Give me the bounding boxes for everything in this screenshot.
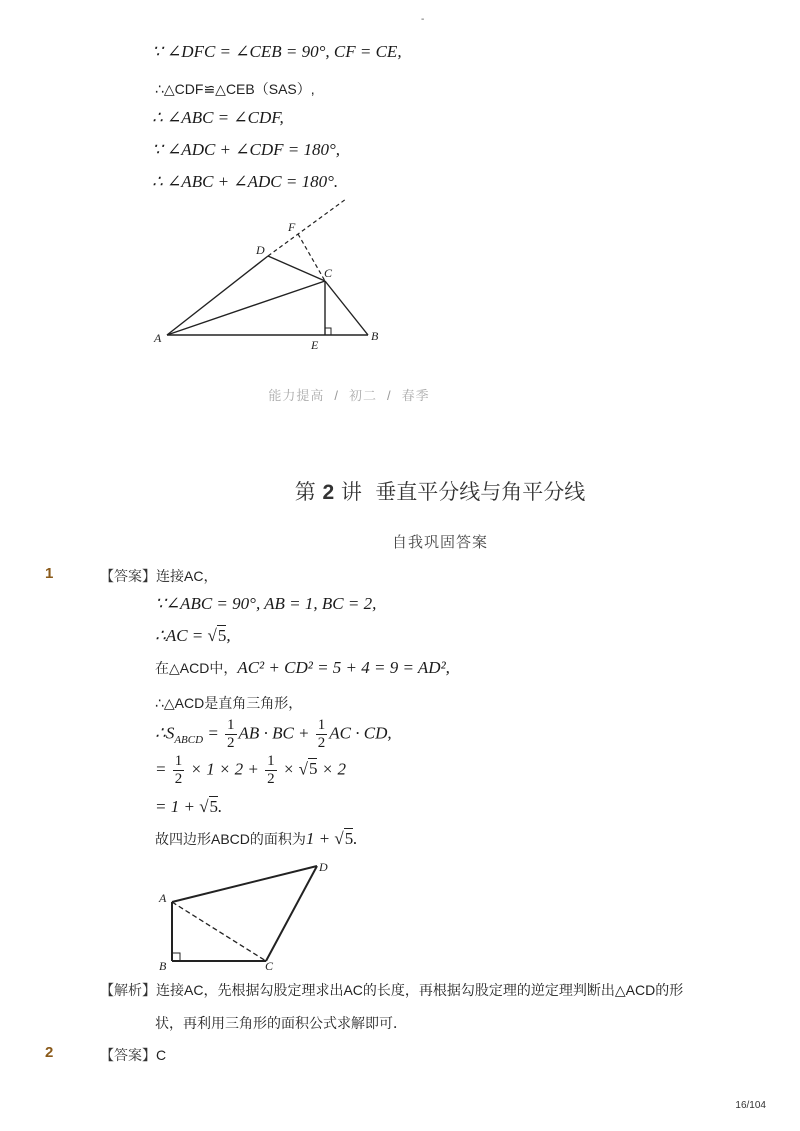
label-C: C [265, 959, 274, 973]
label-B: B [371, 329, 379, 343]
sqrt-icon: √ [207, 626, 217, 645]
area-subscript: ABCD [174, 733, 204, 746]
segment-CB [325, 281, 368, 335]
radicand: 5 [344, 829, 354, 848]
conclusion-math [306, 828, 358, 848]
proof-line-3: ∴ ∠ABC = ∠CDF, [152, 108, 284, 127]
answer-tag: 【答案】 [100, 1047, 156, 1063]
conclusion-text: 故四边形ABCD的面积为 [155, 831, 306, 847]
q1-analysis-row [100, 980, 683, 1000]
proof-line-4: ∵ ∠ADC + ∠CDF = 180°, [152, 140, 341, 159]
segment-AC [167, 281, 325, 335]
q1-area-result [155, 797, 222, 817]
section-title: 自我巩固答案 [391, 533, 488, 551]
substitution-term-3: × 2 [317, 759, 346, 779]
q1-line-3-prefix: 在△ACD中， [155, 660, 238, 676]
dashed-extension-DF [268, 199, 346, 256]
breadcrumb [0, 385, 698, 404]
equals: = [155, 759, 171, 779]
substitution-term-2: × [278, 759, 299, 779]
lecture-number: 2 [322, 481, 335, 504]
lecture-suffix: 讲 [340, 480, 362, 504]
proof-line-1: ∵ ∠DFC = ∠CEB = 90°, CF = CE, [152, 42, 402, 61]
q1-line-2 [155, 626, 231, 646]
breadcrumb-separator: / [387, 388, 392, 403]
radicand: 5 [217, 626, 227, 645]
lecture-title [0, 476, 800, 506]
q1-area-formula [155, 718, 392, 751]
fraction-numerator: 1 [317, 717, 326, 733]
label-A: A [154, 331, 162, 345]
label-A: A [159, 891, 167, 905]
question-number-2: 2 [45, 1044, 54, 1061]
answer-intro: 连接AC， [156, 568, 218, 584]
answer-tag: 【答案】 [100, 568, 156, 584]
fraction-half [173, 754, 185, 787]
lecture-topic: 垂直平分线与角平分线 [375, 480, 586, 504]
area-symbol: ∴S [155, 723, 175, 743]
substitution-term-1: × 1 × 2 + [186, 759, 264, 779]
fraction-numerator: 1 [227, 717, 235, 733]
question-number-1: 1 [45, 565, 54, 582]
q1-answer-row [100, 566, 217, 586]
fraction-half [225, 718, 237, 751]
area-term-1: AB · BC + [238, 723, 314, 743]
segment-DC [268, 256, 325, 281]
q2-answer: C [156, 1047, 167, 1063]
analysis-line-2: 状，再利用三角形的面积公式求解即可． [155, 1015, 407, 1031]
sqrt-icon: √ [298, 759, 308, 779]
fraction-denominator: 2 [267, 771, 275, 787]
lecture-prefix: 第 [294, 480, 316, 504]
analysis-line-1: 连接AC，先根据勾股定理求出AC的长度，再根据勾股定理的逆定理判断出△ACD的形 [156, 982, 684, 998]
geometry-figure-abcd [155, 857, 345, 973]
fraction-half [316, 718, 328, 751]
q1-line-1: ∵∠ABC = 90°, AB = 1, BC = 2, [155, 594, 377, 613]
fraction-denominator: 2 [227, 735, 235, 751]
breadcrumb-level3: 春季 [401, 388, 430, 403]
q1-line-4: ∴△ACD是直角三角形， [155, 695, 303, 711]
q1-line-2-suffix: , [226, 626, 231, 645]
proof-line-2: ∴△CDF≌△CEB（SAS）, [155, 81, 315, 97]
page-number: 16/104 [735, 1100, 766, 1111]
label-D: D [256, 243, 265, 257]
q2-answer-row [100, 1045, 166, 1065]
breadcrumb-level2: 初二 [348, 388, 377, 403]
analysis-tag: 【解析】 [100, 982, 156, 998]
fraction-numerator: 1 [267, 753, 275, 769]
fraction-denominator: 2 [174, 771, 183, 787]
fraction-numerator: 1 [174, 753, 183, 769]
label-F: F [288, 220, 296, 234]
equals: = [203, 723, 224, 743]
q1-line-3-math: AC² + CD² = 5 + 4 = 9 = AD², [237, 658, 450, 677]
q1-area-substitution [155, 754, 346, 787]
segment-CD [266, 866, 317, 961]
breadcrumb-level1: 能力提高 [268, 388, 325, 403]
radicand: 5 [308, 759, 318, 779]
q1-conclusion [155, 829, 357, 849]
segment-AD [167, 256, 268, 335]
radicand: 5 [209, 797, 219, 816]
dashed-segment-FC [298, 234, 325, 281]
result-suffix: . [218, 797, 223, 816]
sqrt-icon: √ [199, 797, 209, 816]
q1-line-3 [155, 658, 450, 678]
label-B: B [159, 959, 167, 973]
conclusion-suffix: . [353, 829, 358, 848]
proof-line-5: ∴ ∠ABC + ∠ADC = 180°. [152, 172, 339, 191]
label-D: D [319, 860, 328, 874]
fraction-half [265, 754, 277, 787]
sqrt-icon: √ [334, 829, 344, 848]
dashed-diagonal-AC [172, 902, 266, 961]
fraction-denominator: 2 [317, 735, 326, 751]
area-term-2: AC · CD, [329, 723, 392, 743]
geometry-figure-quadrilateral [150, 195, 390, 355]
segment-AD [172, 866, 317, 902]
label-C: C [324, 266, 333, 280]
result-prefix: = 1 + [155, 797, 200, 816]
breadcrumb-separator: / [334, 388, 339, 403]
conclusion-prefix: 1 + [305, 829, 335, 848]
label-E: E [311, 338, 319, 352]
right-angle-mark-B [172, 953, 180, 961]
right-angle-mark-E [325, 328, 331, 335]
q1-line-2-prefix: ∴AC = [155, 626, 208, 645]
top-mark: - [421, 14, 425, 25]
